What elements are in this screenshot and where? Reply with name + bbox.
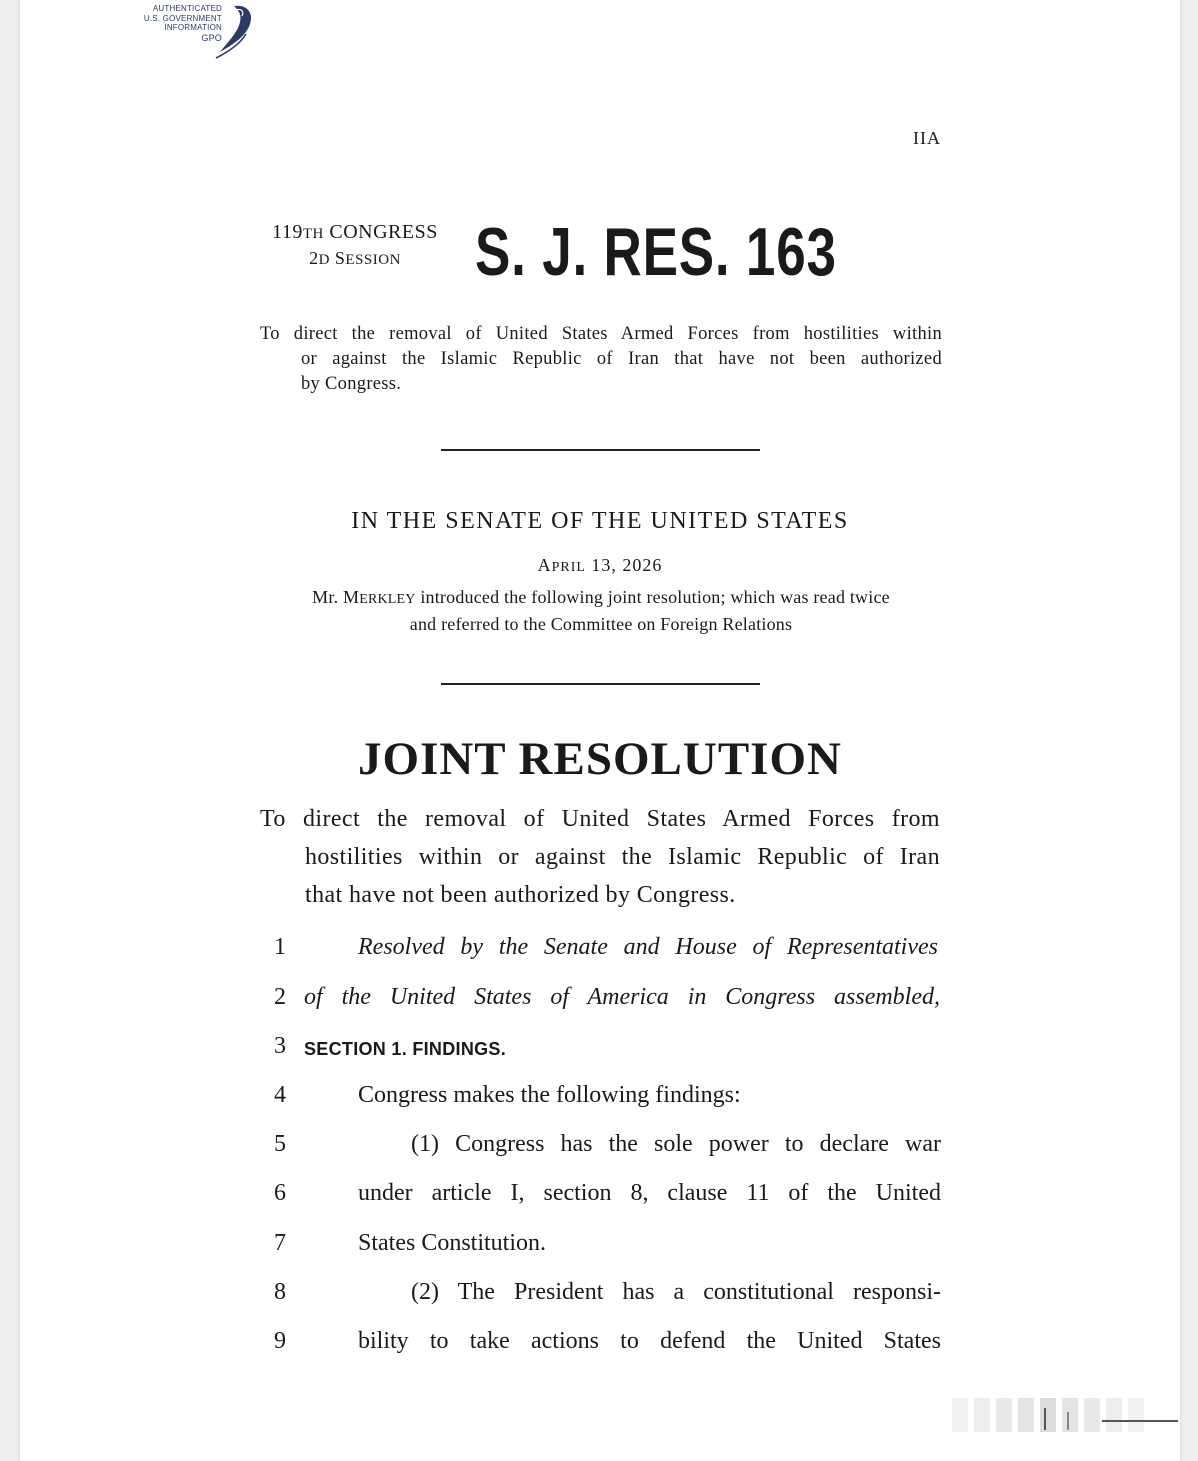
date-month-cap: A	[537, 555, 552, 575]
body-text-line: (2) The President has a constitutional responsi-	[411, 1279, 941, 1305]
eagle-icon	[116, 2, 256, 60]
page-thumbnails-icon	[952, 1396, 1178, 1436]
line-number: 4	[274, 1082, 286, 1108]
short-title-line-3: by Congress.	[301, 374, 402, 394]
congress-number-suffix: TH	[302, 226, 324, 242]
bill-number: S. J. RES. 163	[475, 214, 837, 290]
document-page	[20, 0, 1180, 1461]
line-number: 8	[274, 1279, 286, 1305]
date-day-year: 13, 2026	[591, 555, 663, 575]
session-line	[260, 246, 450, 272]
line-number: 9	[274, 1328, 286, 1354]
short-title	[260, 322, 942, 397]
session-word-cap: S	[334, 248, 346, 268]
gpo-logo-line-2: U.S. GOVERNMENT	[143, 13, 222, 23]
chamber-heading: IN THE SENATE OF THE UNITED STATES	[351, 508, 849, 534]
line-number: 1	[274, 934, 286, 960]
intro-line-2: and referred to the Committee on Foreign Relations	[409, 614, 793, 634]
session-word-rest: ESSION	[345, 252, 401, 268]
resolving-clause-line: Resolved by the Senate and House of Representatives	[358, 934, 938, 960]
body-text-line: Congress makes the following findings:	[358, 1082, 741, 1108]
sponsor-name-cap: M	[342, 587, 360, 607]
body-text-line: (1) Congress has the sole power to declare war	[411, 1131, 941, 1157]
session-number: 2	[309, 248, 319, 268]
line-number: 3	[274, 1033, 286, 1059]
long-title-line-1: To direct the removal of United States Armed Forces from	[260, 806, 940, 832]
sponsor-title: Mr.	[312, 587, 339, 607]
sponsor-name-rest: ERKLEY	[359, 592, 416, 607]
congress-word: CONGRESS	[329, 221, 438, 243]
session-number-suffix: D	[318, 252, 330, 268]
introduction-statement	[266, 585, 936, 637]
congress-number: 119	[272, 221, 303, 243]
long-title	[260, 800, 940, 914]
document-type-heading: JOINT RESOLUTION	[358, 733, 842, 785]
long-title-line-3: that have not been authorized by Congress.	[305, 882, 736, 908]
body-text-line: under article I, section 8, clause 11 of the United	[358, 1180, 941, 1206]
short-title-line-1: To direct the removal of United States Armed Forces from hostilities within	[260, 324, 942, 344]
divider-rule-bottom	[441, 683, 760, 685]
body-text-line: bility to take actions to defend the United States	[358, 1328, 941, 1354]
introduction-date	[240, 555, 960, 576]
gpo-logo-mark: GPO	[201, 32, 222, 43]
version-code: IIA	[913, 128, 941, 148]
intro-line-1-rest: introduced the following joint resolution; which was read twice	[420, 587, 890, 607]
congress-line	[260, 220, 450, 246]
short-title-line-2: or against the Islamic Republic of Iran that have not been authorized	[301, 349, 942, 369]
long-title-line-2: hostilities within or against the Islamic Republic of Iran	[305, 844, 940, 870]
gpo-logo-line-3: INFORMATION	[164, 23, 222, 32]
divider-rule-top	[441, 449, 760, 451]
line-number: 7	[274, 1230, 286, 1256]
date-month-rest: PRIL	[551, 560, 586, 575]
intro-line-1	[266, 585, 936, 612]
section-heading: SECTION 1. FINDINGS.	[304, 1039, 507, 1059]
congress-session-block	[260, 220, 450, 272]
line-number: 2	[274, 984, 286, 1010]
line-number: 5	[274, 1131, 286, 1157]
gpo-logo-line-1: AUTHENTICATED	[152, 4, 222, 13]
gpo-authentication-logo	[116, 2, 256, 60]
line-number: 6	[274, 1180, 286, 1206]
resolving-clause-line: of the United States of America in Congress assembled,	[304, 984, 940, 1010]
body-text-line: States Constitution.	[358, 1230, 547, 1256]
